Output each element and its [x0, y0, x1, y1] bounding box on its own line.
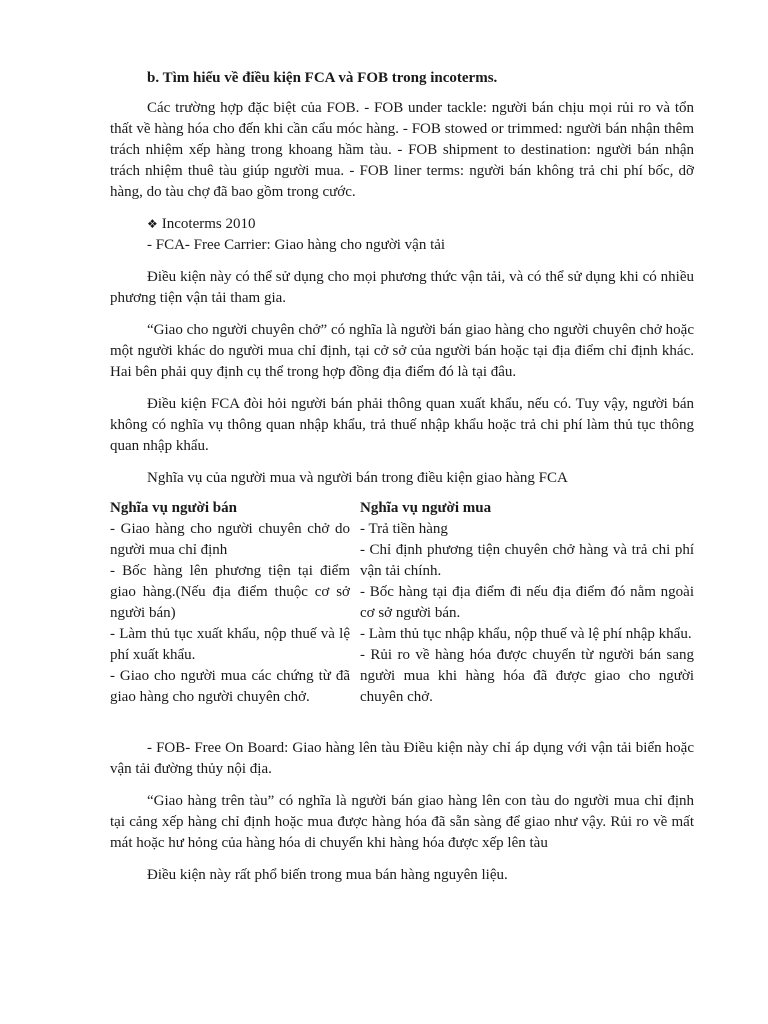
fob-title: - FOB- Free On Board: Giao hàng lên tàu Điều kiện này chỉ áp dụng với vận tải biển hoặc vận tải đường thủy nội địa. [110, 740, 694, 777]
buyer-item: - Bốc hàng tại địa điểm đi nếu địa điểm đó nằm ngoài cơ sở người bán. [360, 584, 694, 621]
diamond-bullet-icon: ❖ [147, 217, 158, 231]
fca-title: - FCA- Free Carrier: Giao hàng cho người vận tải [147, 237, 446, 253]
buyer-item: - Rủi ro về hàng hóa được chuyển từ người bán sang người mua khi hàng hóa đã được giao cho người chuyên chở. [360, 647, 694, 705]
seller-item: - Giao cho người mua các chứng từ đã giao hàng cho người chuyên chở. [110, 668, 350, 705]
obligations-table [110, 498, 694, 708]
seller-obligations-column [110, 498, 350, 708]
fob-special-cases-paragraph: Các trường hợp đặc biệt của FOB. - FOB under tackle: người bán chịu mọi rủi ro và tổn thất về hàng hóa cho đến khi cần cẩu móc hàng. - FOB stowed or trimmed: người bán nhận thêm trách nhiệm xếp hàng trong khoang hầm tàu. - FOB shipment to destination: người bán nhận trách nhiệm thuê tàu giúp người mua. - FOB liner terms: người bán không trả chi phí bốc, dỡ hàng, do tàu chợ đã bao gồm trong cước. [110, 100, 694, 200]
buyer-column-title: Nghĩa vụ người mua [360, 500, 492, 516]
fca-paragraph-3: Điều kiện FCA đòi hỏi người bán phải thông quan xuất khẩu, nếu có. Tuy vậy, người bán không có nghĩa vụ thông quan nhập khẩu, trả thuế nhập khẩu hoặc trả chi phí làm thủ tục thông quan nhập khẩu. [110, 396, 694, 454]
fca-paragraph-1: Điều kiện này có thể sử dụng cho mọi phương thức vận tải, và có thể sử dụng khi có nhiều phương tiện vận tải tham gia. [110, 269, 694, 306]
seller-item: - Làm thủ tục xuất khẩu, nộp thuế và lệ phí xuất khẩu. [110, 626, 350, 663]
fob-paragraph-1: “Giao hàng trên tàu” có nghĩa là người bán giao hàng lên con tàu do người mua chỉ định tại cảng xếp hàng chỉ định hoặc mua được hàng hóa đã sẵn sàng để giao như vậy. Rủi ro về mất mát hoặc hư hỏng của hàng hóa di chuyển khi hàng hóa được xếp lên tàu [110, 793, 694, 851]
incoterms-bullet-text: Incoterms 2010 [161, 216, 256, 232]
buyer-item: - Chỉ định phương tiện chuyên chở hàng và trả chi phí vận tải chính. [360, 542, 694, 579]
incoterms-bullet-line [147, 214, 694, 235]
buyer-obligations-column [360, 498, 694, 708]
fca-paragraph-2: “Giao cho người chuyên chở” có nghĩa là người bán giao hàng cho người chuyên chở hoặc một người khác do người mua chỉ định, tại cở sở của người bán hoặc tại địa điểm chỉ định khác. Hai bên phải quy định cụ thể trong hợp đồng địa điểm đó là tại đâu. [110, 322, 694, 380]
fob-paragraph-2: Điều kiện này rất phổ biến trong mua bán hàng nguyên liệu. [147, 867, 508, 883]
fca-paragraph-4: Nghĩa vụ của người mua và người bán trong điều kiện giao hàng FCA [147, 470, 568, 486]
section-heading: b. Tìm hiểu về điều kiện FCA và FOB trong incoterms. [147, 70, 498, 86]
buyer-item: - Làm thủ tục nhập khẩu, nộp thuế và lệ phí nhập khẩu. [360, 626, 692, 642]
seller-column-title: Nghĩa vụ người bán [110, 500, 237, 516]
buyer-item: - Trả tiền hàng [360, 521, 448, 537]
seller-item: - Giao hàng cho người chuyên chở do người mua chỉ định [110, 521, 350, 558]
seller-item: - Bốc hàng lên phương tiện tại điểm giao hàng.(Nếu địa điểm thuộc cơ sở người bán) [110, 563, 350, 621]
